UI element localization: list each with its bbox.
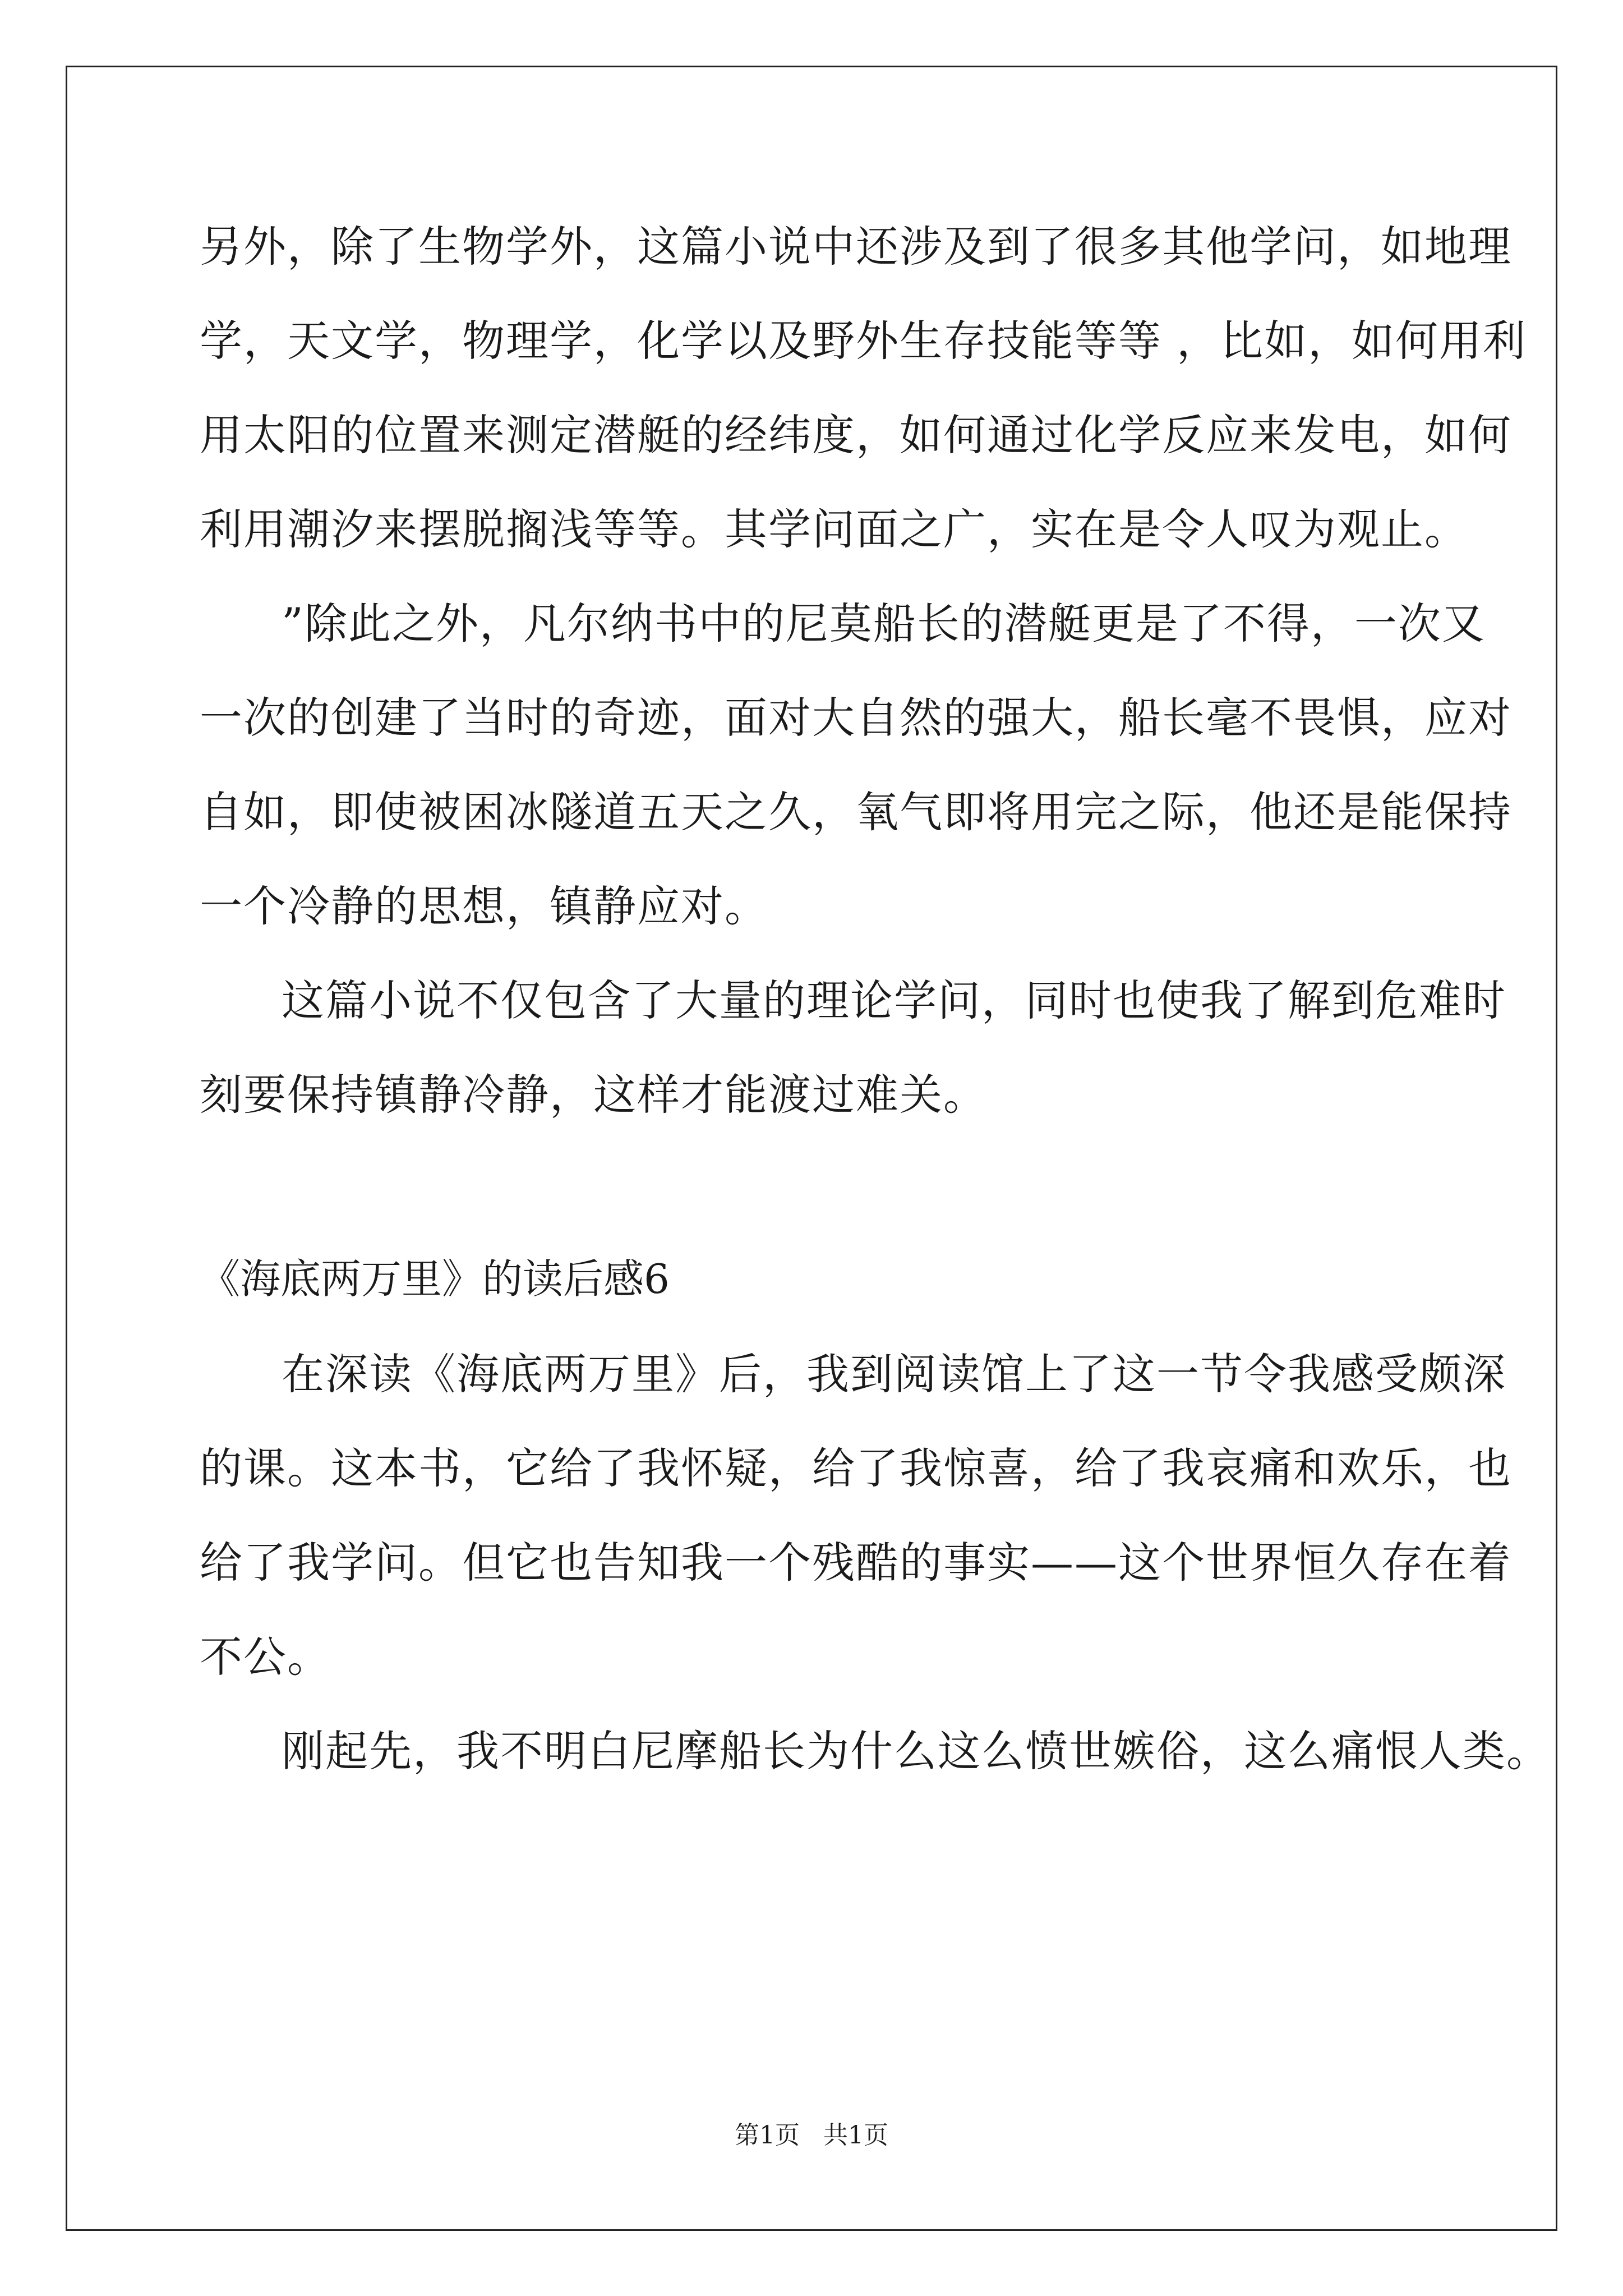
body-text-line: 用太阳的位置来测定潜艇的经纬度，如何通过化学反应来发电，如何 [200, 410, 1512, 460]
section-title: 《海底两万里》的读后感6 [200, 1255, 670, 1303]
body-text-line: 另外，除了生物学外，这篇小说中还涉及到了很多其他学问，如地理 [200, 222, 1512, 272]
body-text-line: 刻要保持镇静冷静，这样才能渡过难关。 [200, 1070, 987, 1120]
body-text-line: 自如，即使被困冰隧道五天之久，氧气即将用完之际，他还是能保持 [200, 787, 1512, 837]
body-text-line: 给了我学问。但它也告知我一个残酷的事实——这个世界恒久存在着 [200, 1538, 1512, 1588]
page-frame [66, 66, 1557, 2231]
page-footer: 第1页 共1页 [735, 2121, 888, 2150]
body-text-line: 在深读《海底两万里》后，我到阅读馆上了这一节令我感受颇深 [282, 1349, 1506, 1399]
body-text-line: 一次的创建了当时的奇迹，面对大自然的强大，船长毫不畏惧，应对 [200, 693, 1512, 743]
body-text-line: 这篇小说不仅包含了大量的理论学问，同时也使我了解到危难时 [282, 976, 1506, 1025]
body-text-line: 的课。这本书，它给了我怀疑，给了我惊喜，给了我哀痛和欢乐，也 [200, 1443, 1512, 1493]
body-text-line: 刚起先，我不明白尼摩船长为什么这么愤世嫉俗，这么痛恨人类。 [282, 1726, 1550, 1776]
body-text-line: 一个冷静的思想，镇静应对。 [200, 881, 768, 931]
body-text-line: 学，天文学，物理学，化学以及野外生存技能等等 ，比如，如何用利 [200, 316, 1527, 366]
body-text-line: 不公。 [200, 1632, 331, 1682]
body-text-line: ”除此之外，凡尔纳书中的尼莫船长的潜艇更是了不得，一次又 [282, 599, 1486, 648]
body-text-line: 利用潮汐来摆脱搁浅等等。其学问面之广，实在是令人叹为观止。 [200, 504, 1468, 554]
